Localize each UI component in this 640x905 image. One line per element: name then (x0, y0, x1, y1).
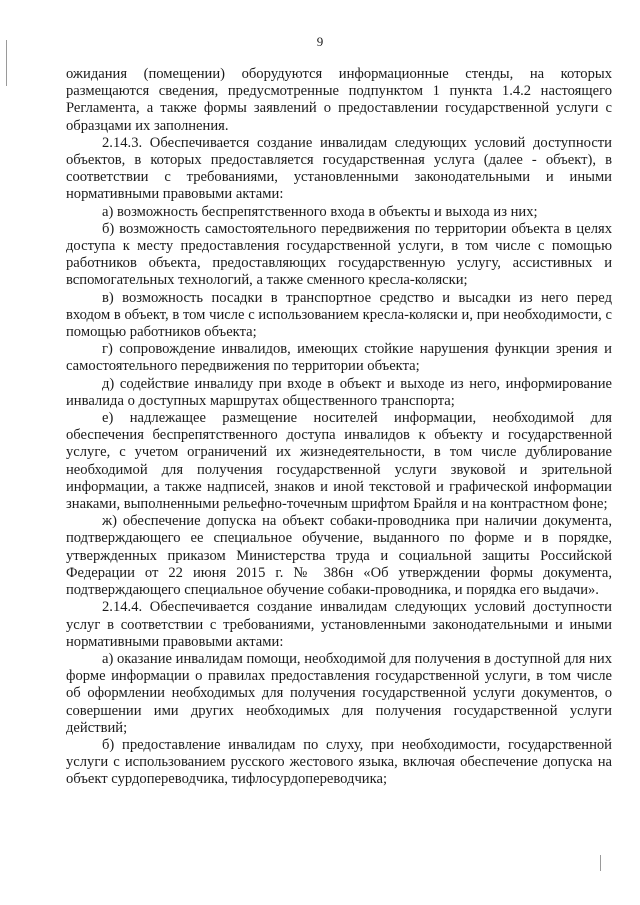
list-item-e: е) надлежащее размещение носителей информации, необходимой для обеспечения беспрепятственного доступа инвалидов к объекту и государственной услуге, с учетом ограничений их жизнедеятельности, в том числе дублирование необходимой для получения государственной услуги звуковой и зрительной информации, а также надписей, знаков и иной текстовой и графической информации знаками, выполненными рельефно-точечным шрифтом Брайля и на контрастном фоне; (66, 410, 612, 513)
paragraph-2-14-4: 2.14.4. Обеспечивается создание инвалидам следующих условий доступности услуг в соответствии с требованиями, установленными законодательными и иными нормативными правовыми актами: (66, 599, 612, 650)
left-edge-scan-mark (6, 40, 7, 86)
paragraph-2-14-3: 2.14.3. Обеспечивается создание инвалидам следующих условий доступности объектов, в которых предоставляется государственная услуга (далее - объект), в соответствии с требованиями, установленными законодательными и иными нормативными правовыми актами: (66, 134, 612, 203)
page-number: 9 (316, 34, 324, 49)
list-item-b-services: б) предоставление инвалидам по слуху, при необходимости, государственной услуги с использованием русского жестового языка, включая обеспечение допуска на объект сурдопереводчика, тифлосурдопереводчика; (66, 736, 612, 788)
list-item-v: в) возможность посадки в транспортное средство и высадки из него перед входом в объект, в том числе с использованием кресла-коляски и, при необходимости, с помощью работников объекта; (66, 289, 612, 341)
list-item-b: б) возможность самостоятельного передвижения по территории объекта в целях доступа к месту предоставления государственной услуги, в том числе с помощью работников объекта, предоставляющих государственную услугу, ассистивных и вспомогательных технологий, а также сменного кресла-коляски; (66, 220, 612, 289)
document-body (66, 66, 612, 789)
list-item-zh: ж) обеспечение допуска на объект собаки-проводника при наличии документа, подтверждающего ее специальное обучение, выданного по форме и в порядке, утвержденных приказом Министерства труда и социальной защиты Российской Федерации от 22 июня 2015 г. № 386н «Об утверждении формы документа, подтверждающего специальное обучение собаки-проводника, и порядка его выдачи». (66, 513, 612, 599)
list-item-a: а) возможность беспрепятственного входа в объекты и выхода из них; (102, 203, 538, 220)
right-edge-scan-mark (600, 855, 601, 871)
list-item-d: д) содействие инвалиду при входе в объект и выходе из него, информирование инвалида о доступных маршрутах общественного транспорта; (66, 375, 612, 409)
list-item-a-services: а) оказание инвалидам помощи, необходимой для получения в доступной для них форме информации о правилах предоставления государственной услуги, в том числе об оформлении необходимых для получения государственной услуги документов, о совершении ими других необходимых для получения государственной услуги действий; (66, 650, 612, 736)
list-item-g: г) сопровождение инвалидов, имеющих стойкие нарушения функции зрения и самостоятельного передвижения по территории объекта; (66, 341, 612, 375)
paragraph: ожидания (помещении) оборудуются информационные стенды, на которых размещаются сведения, предусмотренные подпунктом 1 пункта 1.4.2 настоящего Регламента, а также формы заявлений о предоставлении государственной услуги с образцами их заполнения. (66, 66, 612, 134)
